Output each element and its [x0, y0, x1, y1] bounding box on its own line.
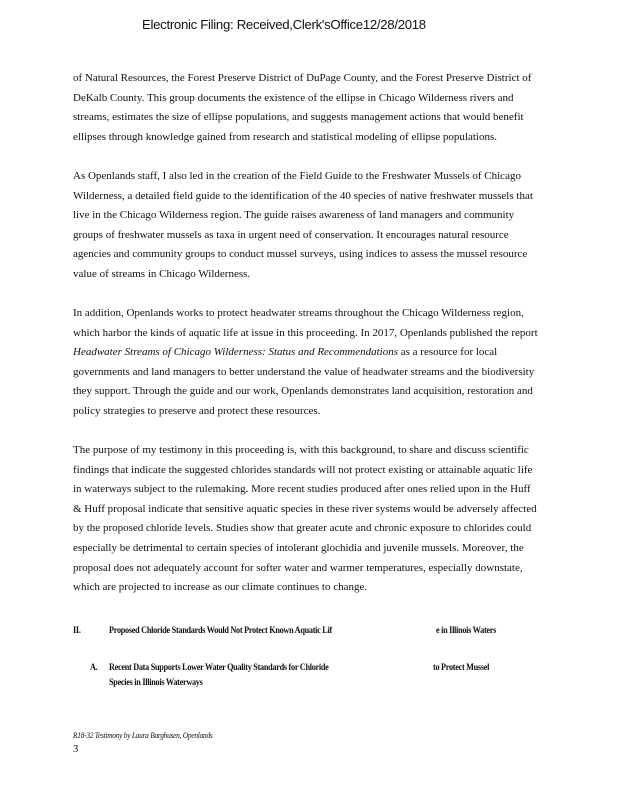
subsection-heading-line2: Species in Illinois Waterways	[109, 677, 203, 688]
text-line: ellipses through knowledge gained from research and statistical modeling of ellipse populations.	[73, 130, 498, 143]
section-heading: Proposed Chloride Standards Would Not Protect Known Aquatic Lif	[109, 625, 332, 636]
text-line: agencies and community groups to conduct mussel surveys, using indices to assess the mussel resource	[73, 248, 528, 261]
text-line: proposal does not adequately account for softer water and warmer temperatures, especially downstate,	[73, 561, 523, 574]
paragraph-2	[73, 167, 553, 285]
text-line: As Openlands staff, I also led in the creation of the Field Guide to the Freshwater Mussels of Chicago	[73, 170, 521, 182]
electronic-filing-header: Electronic Filing: Received,Clerk'sOffice12/28/2018	[142, 17, 426, 32]
text-line: Wilderness, a detailed field guide to the identification of the 40 species of native freshwater mussels that	[73, 189, 533, 202]
text-line: In addition, Openlands works to protect headwater streams throughout the Chicago Wilderness region,	[73, 307, 524, 319]
section-heading-end: e in Illinois Waters	[436, 625, 497, 636]
text-line: policy strategies to preserve and protect these resources.	[73, 404, 321, 417]
text-line: by the proposed chloride levels. Studies show that greater acute and chronic exposure to chlorides could	[73, 522, 532, 535]
subsection-heading-end: to Protect Mussel	[433, 662, 490, 673]
section-number: II.	[73, 625, 81, 636]
report-title: Headwater Streams of Chicago Wilderness: Status and Recommendations	[73, 346, 398, 359]
text-line: of Natural Resources, the Forest Preserve District of DuPage County, and the Forest Preserve District of	[73, 72, 532, 84]
subsection-heading: Recent Data Supports Lower Water Quality Standards for Chloride	[109, 662, 329, 673]
paragraph-3	[73, 304, 553, 422]
text-line: which are projected to increase as our climate continues to change.	[73, 581, 368, 594]
text-line: especially be detrimental to certain species of intolerant glochidia and juvenile mussels. Moreover, the	[73, 541, 524, 554]
text-line: they support. Through the guide and our work, Openlands demonstrates land acquisition, restoration and	[73, 385, 533, 398]
text-line: DeKalb County. This group documents the existence of the ellipse in Chicago Wilderness rivers and	[73, 91, 514, 104]
paragraph-1	[73, 69, 553, 147]
text-line: value of streams in Chicago Wilderness.	[73, 267, 251, 280]
text-line: live in the Chicago Wilderness region. The guide raises awareness of land managers and community	[73, 209, 515, 222]
text-line: governments and land managers to better understand the value of headwater streams and the biodiversity	[73, 365, 535, 378]
text-line: which harbor the kinds of aquatic life at issue in this proceeding. In 2017, Openlands published the report	[73, 326, 538, 339]
text-line	[73, 343, 553, 363]
text-fragment: as a resource for local	[397, 346, 498, 359]
subsection-letter: A.	[90, 662, 98, 673]
text-line: & Huff proposal indicate that sensitive aquatic species in these river systems would be adversely affected	[73, 502, 537, 515]
page-number: 3	[73, 744, 79, 755]
footer-citation: R18-32 Testimony by Laura Barghusen, Openlands	[73, 730, 213, 740]
paragraph-4	[73, 441, 553, 598]
text-line: streams, estimates the size of ellipse populations, and suggests management actions that would benefit	[73, 111, 524, 124]
text-line: groups of freshwater mussels as taxa in urgent need of conservation. It encourages natural resource	[73, 228, 509, 241]
text-line: in waterways subject to the rulemaking. More recent studies produced after ones relied upon in the Huff	[73, 483, 531, 496]
text-line: findings that indicate the suggested chlorides standards will not protect existing or attainable aquatic life	[73, 463, 533, 476]
text-line: The purpose of my testimony in this proceeding is, with this background, to share and discuss scientific	[73, 444, 529, 456]
